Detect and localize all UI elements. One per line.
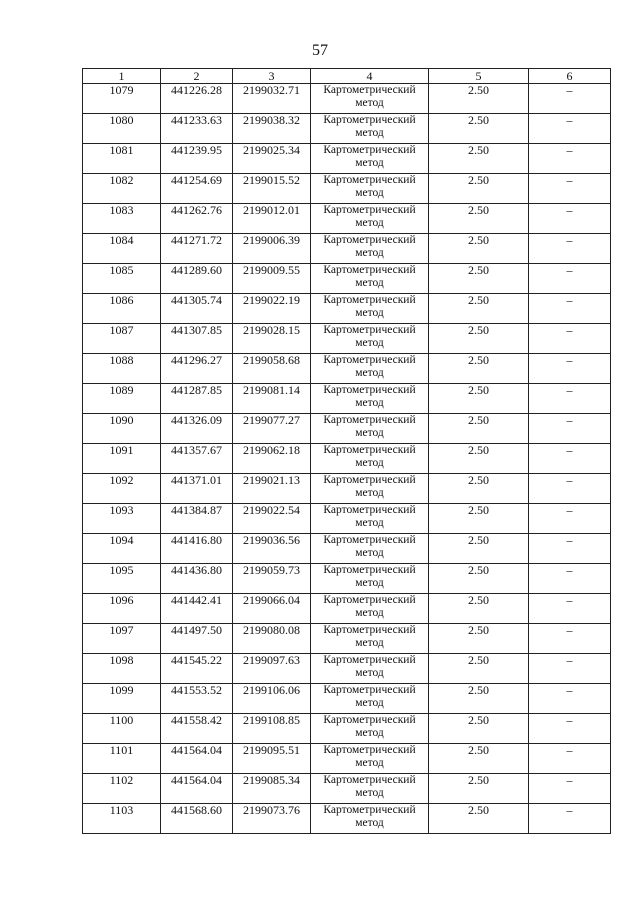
note-cell: –	[529, 114, 611, 144]
point-number-cell: 1084	[83, 234, 161, 264]
accuracy-cell: 2.50	[429, 84, 529, 114]
y-coordinate-cell: 2199032.71	[233, 84, 311, 114]
table-row	[83, 564, 611, 594]
y-coordinate-cell: 2199081.14	[233, 384, 311, 414]
point-number-cell: 1085	[83, 264, 161, 294]
table-row	[83, 84, 611, 114]
x-coordinate-cell: 441305.74	[161, 294, 233, 324]
y-coordinate-cell: 2199021.13	[233, 474, 311, 504]
method-cell: Картометрический метод	[311, 714, 429, 744]
table-row	[83, 804, 611, 834]
point-number-cell: 1082	[83, 174, 161, 204]
coordinates-table	[82, 68, 611, 834]
point-number-cell: 1094	[83, 534, 161, 564]
accuracy-cell: 2.50	[429, 264, 529, 294]
x-coordinate-cell: 441226.28	[161, 84, 233, 114]
method-cell: Картометрический метод	[311, 414, 429, 444]
note-cell: –	[529, 654, 611, 684]
x-coordinate-cell: 441384.87	[161, 504, 233, 534]
note-cell: –	[529, 774, 611, 804]
note-cell: –	[529, 804, 611, 834]
x-coordinate-cell: 441371.01	[161, 474, 233, 504]
y-coordinate-cell: 2199022.54	[233, 504, 311, 534]
point-number-cell: 1098	[83, 654, 161, 684]
x-coordinate-cell: 441497.50	[161, 624, 233, 654]
x-coordinate-cell: 441558.42	[161, 714, 233, 744]
x-coordinate-cell: 441545.22	[161, 654, 233, 684]
column-header: 1	[83, 69, 161, 84]
accuracy-cell: 2.50	[429, 174, 529, 204]
table-row	[83, 654, 611, 684]
accuracy-cell: 2.50	[429, 654, 529, 684]
table-row	[83, 414, 611, 444]
point-number-cell: 1096	[83, 594, 161, 624]
note-cell: –	[529, 264, 611, 294]
x-coordinate-cell: 441296.27	[161, 354, 233, 384]
table-row	[83, 504, 611, 534]
accuracy-cell: 2.50	[429, 534, 529, 564]
accuracy-cell: 2.50	[429, 384, 529, 414]
note-cell: –	[529, 414, 611, 444]
column-header: 6	[529, 69, 611, 84]
note-cell: –	[529, 84, 611, 114]
table-row	[83, 534, 611, 564]
table-row	[83, 624, 611, 654]
method-cell: Картометрический метод	[311, 264, 429, 294]
y-coordinate-cell: 2199025.34	[233, 144, 311, 174]
column-header: 4	[311, 69, 429, 84]
table-row	[83, 714, 611, 744]
table-row	[83, 684, 611, 714]
accuracy-cell: 2.50	[429, 804, 529, 834]
method-cell: Картометрический метод	[311, 594, 429, 624]
note-cell: –	[529, 324, 611, 354]
point-number-cell: 1089	[83, 384, 161, 414]
x-coordinate-cell: 441289.60	[161, 264, 233, 294]
method-cell: Картометрический метод	[311, 144, 429, 174]
note-cell: –	[529, 564, 611, 594]
table-row	[83, 264, 611, 294]
method-cell: Картометрический метод	[311, 564, 429, 594]
accuracy-cell: 2.50	[429, 474, 529, 504]
note-cell: –	[529, 234, 611, 264]
x-coordinate-cell: 441553.52	[161, 684, 233, 714]
accuracy-cell: 2.50	[429, 594, 529, 624]
table-header-row	[83, 69, 611, 84]
accuracy-cell: 2.50	[429, 414, 529, 444]
note-cell: –	[529, 474, 611, 504]
table-row	[83, 294, 611, 324]
y-coordinate-cell: 2199108.85	[233, 714, 311, 744]
note-cell: –	[529, 444, 611, 474]
method-cell: Картометрический метод	[311, 744, 429, 774]
page-number: 57	[312, 42, 328, 59]
column-header: 5	[429, 69, 529, 84]
accuracy-cell: 2.50	[429, 294, 529, 324]
y-coordinate-cell: 2199085.34	[233, 774, 311, 804]
note-cell: –	[529, 144, 611, 174]
method-cell: Картометрический метод	[311, 354, 429, 384]
note-cell: –	[529, 354, 611, 384]
y-coordinate-cell: 2199059.73	[233, 564, 311, 594]
table-body	[83, 84, 611, 834]
method-cell: Картометрический метод	[311, 114, 429, 144]
method-cell: Картометрический метод	[311, 384, 429, 414]
table-row	[83, 594, 611, 624]
x-coordinate-cell: 441564.04	[161, 774, 233, 804]
method-cell: Картометрический метод	[311, 474, 429, 504]
accuracy-cell: 2.50	[429, 714, 529, 744]
method-cell: Картометрический метод	[311, 324, 429, 354]
column-header: 3	[233, 69, 311, 84]
note-cell: –	[529, 744, 611, 774]
y-coordinate-cell: 2199015.52	[233, 174, 311, 204]
note-cell: –	[529, 534, 611, 564]
accuracy-cell: 2.50	[429, 114, 529, 144]
y-coordinate-cell: 2199062.18	[233, 444, 311, 474]
method-cell: Картометрический метод	[311, 174, 429, 204]
method-cell: Картометрический метод	[311, 504, 429, 534]
point-number-cell: 1079	[83, 84, 161, 114]
method-cell: Картометрический метод	[311, 534, 429, 564]
table-row	[83, 384, 611, 414]
method-cell: Картометрический метод	[311, 804, 429, 834]
note-cell: –	[529, 684, 611, 714]
point-number-cell: 1092	[83, 474, 161, 504]
y-coordinate-cell: 2199095.51	[233, 744, 311, 774]
y-coordinate-cell: 2199106.06	[233, 684, 311, 714]
table-row	[83, 744, 611, 774]
note-cell: –	[529, 624, 611, 654]
point-number-cell: 1091	[83, 444, 161, 474]
note-cell: –	[529, 714, 611, 744]
point-number-cell: 1103	[83, 804, 161, 834]
x-coordinate-cell: 441239.95	[161, 144, 233, 174]
y-coordinate-cell: 2199036.56	[233, 534, 311, 564]
table-row	[83, 324, 611, 354]
table-row	[83, 234, 611, 264]
note-cell: –	[529, 504, 611, 534]
method-cell: Картометрический метод	[311, 654, 429, 684]
x-coordinate-cell: 441564.04	[161, 744, 233, 774]
method-cell: Картометрический метод	[311, 204, 429, 234]
accuracy-cell: 2.50	[429, 444, 529, 474]
x-coordinate-cell: 441436.80	[161, 564, 233, 594]
point-number-cell: 1087	[83, 324, 161, 354]
x-coordinate-cell: 441326.09	[161, 414, 233, 444]
x-coordinate-cell: 441287.85	[161, 384, 233, 414]
y-coordinate-cell: 2199009.55	[233, 264, 311, 294]
method-cell: Картометрический метод	[311, 444, 429, 474]
x-coordinate-cell: 441416.80	[161, 534, 233, 564]
y-coordinate-cell: 2199066.04	[233, 594, 311, 624]
point-number-cell: 1100	[83, 714, 161, 744]
accuracy-cell: 2.50	[429, 564, 529, 594]
x-coordinate-cell: 441262.76	[161, 204, 233, 234]
point-number-cell: 1101	[83, 744, 161, 774]
x-coordinate-cell: 441568.60	[161, 804, 233, 834]
x-coordinate-cell: 441254.69	[161, 174, 233, 204]
point-number-cell: 1095	[83, 564, 161, 594]
point-number-cell: 1093	[83, 504, 161, 534]
method-cell: Картометрический метод	[311, 684, 429, 714]
y-coordinate-cell: 2199038.32	[233, 114, 311, 144]
note-cell: –	[529, 294, 611, 324]
y-coordinate-cell: 2199028.15	[233, 324, 311, 354]
y-coordinate-cell: 2199073.76	[233, 804, 311, 834]
x-coordinate-cell: 441307.85	[161, 324, 233, 354]
y-coordinate-cell: 2199022.19	[233, 294, 311, 324]
point-number-cell: 1081	[83, 144, 161, 174]
point-number-cell: 1088	[83, 354, 161, 384]
table-row	[83, 204, 611, 234]
accuracy-cell: 2.50	[429, 204, 529, 234]
table-row	[83, 144, 611, 174]
method-cell: Картометрический метод	[311, 624, 429, 654]
table-row	[83, 354, 611, 384]
method-cell: Картометрический метод	[311, 774, 429, 804]
accuracy-cell: 2.50	[429, 774, 529, 804]
accuracy-cell: 2.50	[429, 354, 529, 384]
table-row	[83, 474, 611, 504]
y-coordinate-cell: 2199058.68	[233, 354, 311, 384]
table-row	[83, 114, 611, 144]
point-number-cell: 1099	[83, 684, 161, 714]
accuracy-cell: 2.50	[429, 504, 529, 534]
accuracy-cell: 2.50	[429, 144, 529, 174]
y-coordinate-cell: 2199097.63	[233, 654, 311, 684]
table-row	[83, 444, 611, 474]
x-coordinate-cell: 441233.63	[161, 114, 233, 144]
point-number-cell: 1080	[83, 114, 161, 144]
table-row	[83, 774, 611, 804]
method-cell: Картометрический метод	[311, 294, 429, 324]
y-coordinate-cell: 2199077.27	[233, 414, 311, 444]
y-coordinate-cell: 2199080.08	[233, 624, 311, 654]
point-number-cell: 1097	[83, 624, 161, 654]
point-number-cell: 1086	[83, 294, 161, 324]
accuracy-cell: 2.50	[429, 234, 529, 264]
x-coordinate-cell: 441271.72	[161, 234, 233, 264]
note-cell: –	[529, 594, 611, 624]
x-coordinate-cell: 441357.67	[161, 444, 233, 474]
y-coordinate-cell: 2199006.39	[233, 234, 311, 264]
table-row	[83, 174, 611, 204]
note-cell: –	[529, 204, 611, 234]
method-cell: Картометрический метод	[311, 84, 429, 114]
note-cell: –	[529, 174, 611, 204]
point-number-cell: 1102	[83, 774, 161, 804]
point-number-cell: 1083	[83, 204, 161, 234]
accuracy-cell: 2.50	[429, 324, 529, 354]
accuracy-cell: 2.50	[429, 684, 529, 714]
y-coordinate-cell: 2199012.01	[233, 204, 311, 234]
point-number-cell: 1090	[83, 414, 161, 444]
accuracy-cell: 2.50	[429, 624, 529, 654]
column-header: 2	[161, 69, 233, 84]
note-cell: –	[529, 384, 611, 414]
method-cell: Картометрический метод	[311, 234, 429, 264]
accuracy-cell: 2.50	[429, 744, 529, 774]
x-coordinate-cell: 441442.41	[161, 594, 233, 624]
